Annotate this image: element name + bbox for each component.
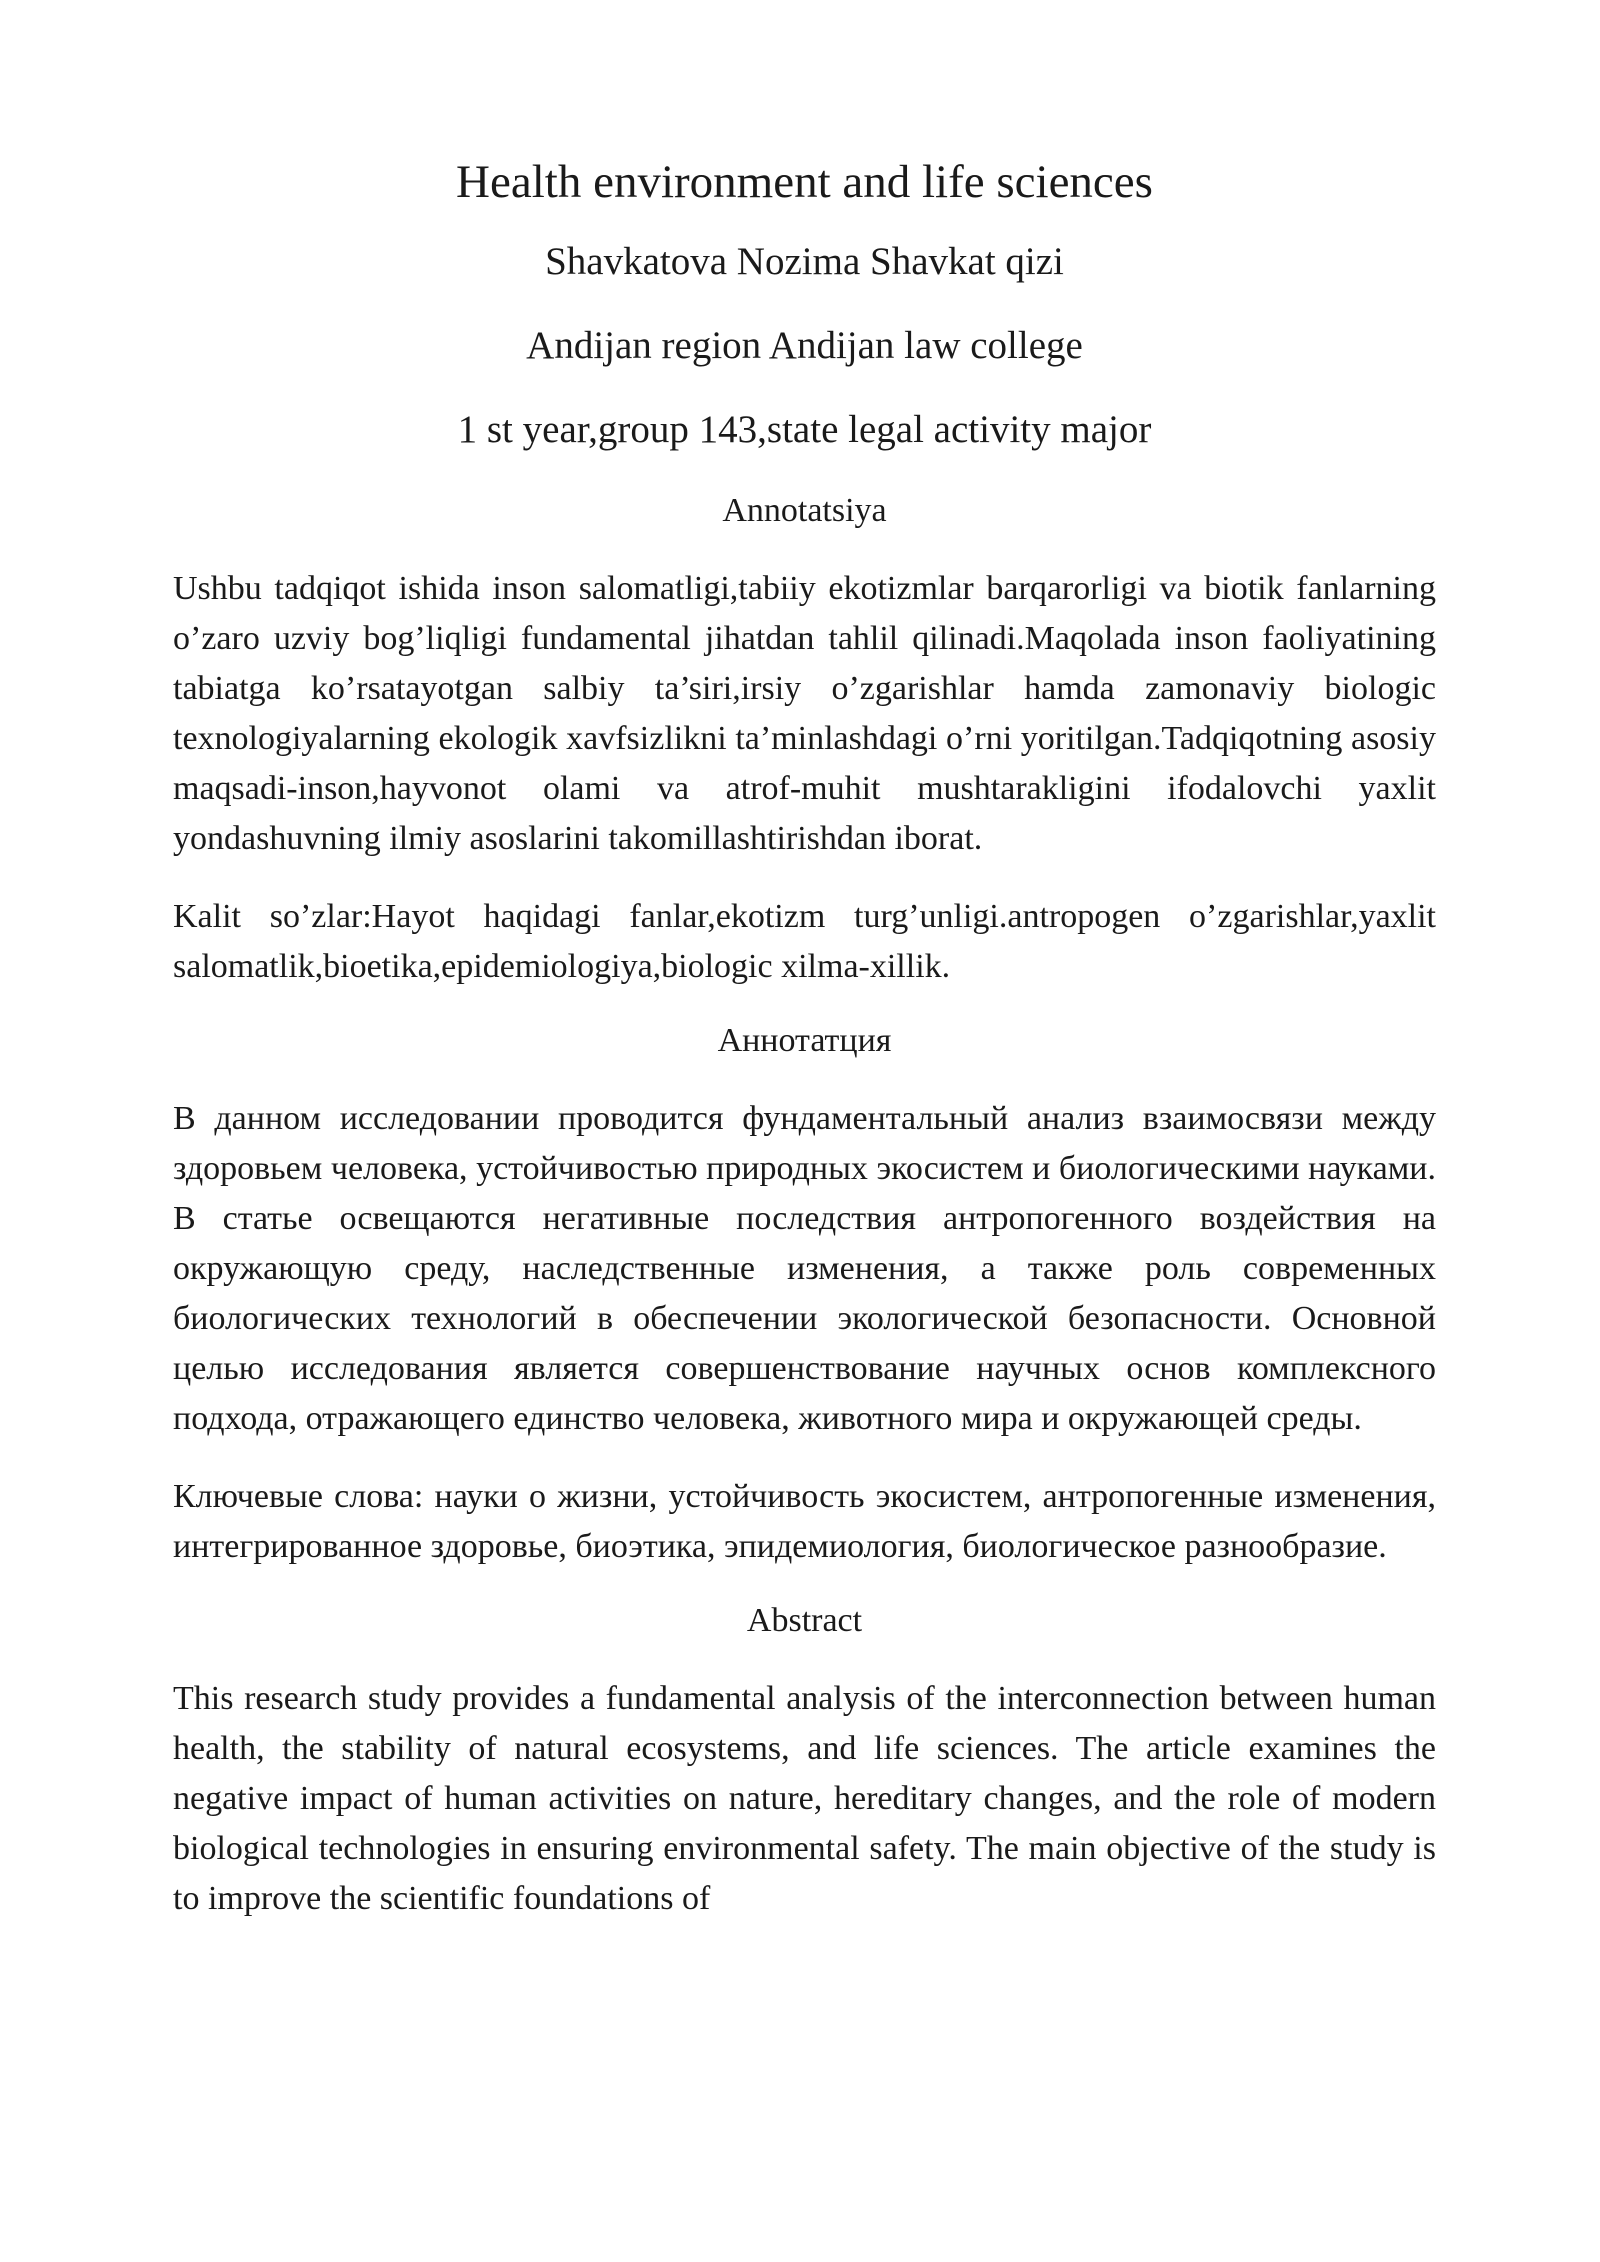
en-abstract-body: This research study provides a fundamental analysis of the interconnection between human health, the stability of natural ecosystems, and life sciences. The article examines the negative impact of human activities on nature, hereditary changes, and the role of modern biological technologies in ensuring environmental safety. The main objective of the study is to improve the scientific foundations of [173, 1680, 1436, 1917]
author-course: 1 st year,group 143,state legal activity major [457, 408, 1152, 451]
ru-annotation-heading: Аннотатция [717, 1022, 892, 1059]
uz-keywords: Kalit so’zlar:Hayot haqidagi fanlar,ekotizm turg’unligi.antropogen o’zgarishlar,yaxlit salomatlik,bioetika,epidemiologiya,biologic xilma-xillik. [173, 898, 1436, 985]
uz-annotation-heading: Annotatsiya [722, 492, 887, 529]
author-name: Shavkatova Nozima Shavkat qizi [545, 240, 1064, 283]
en-abstract-heading: Abstract [746, 1602, 863, 1639]
author-institution: Andijan region Andijan law college [526, 324, 1083, 367]
document-page [173, 150, 1436, 1952]
paper-title: Health environment and life sciences [456, 156, 1153, 208]
uz-annotation-body: Ushbu tadqiqot ishida inson salomatligi,tabiiy ekotizmlar barqarorligi va biotik fanlarning o’zaro uzviy bog’liqligi fundamental jihatdan tahlil qilinadi.Maqolada inson faoliyatining tabiatga ko’rsatayotgan salbiy ta’siri,irsiy o’zgarishlar hamda zamonaviy biologic texnologiyalarning ekologik xavfsizlikni ta’minlashdagi o’rni yoritilgan.Tadqiqotning asosiy maqsadi-inson,hayvonot olami va atrof-muhit mushtarakligini ifodalovchi yaxlit yondashuvning ilmiy asoslarini takomillashtirishdan iborat. [173, 570, 1436, 857]
ru-keywords: Ключевые слова: науки о жизни, устойчивость экосистем, антропогенные изменения, интегрированное здоровье, биоэтика, эпидемиология, биологическое разнообразие. [173, 1478, 1436, 1565]
ru-annotation-body: В данном исследовании проводится фундаментальный анализ взаимосвязи между здоровьем человека, устойчивостью природных экосистем и биологическими науками. В статье освещаются негативные последствия антропогенного воздействия на окружающую среду, наследственные изменения, а также роль современных биологических технологий в обеспечении экологической безопасности. Основной целью исследования является совершенствование научных основ комплексного подхода, отражающего единство человека, животного мира и окружающей среды. [173, 1100, 1436, 1437]
